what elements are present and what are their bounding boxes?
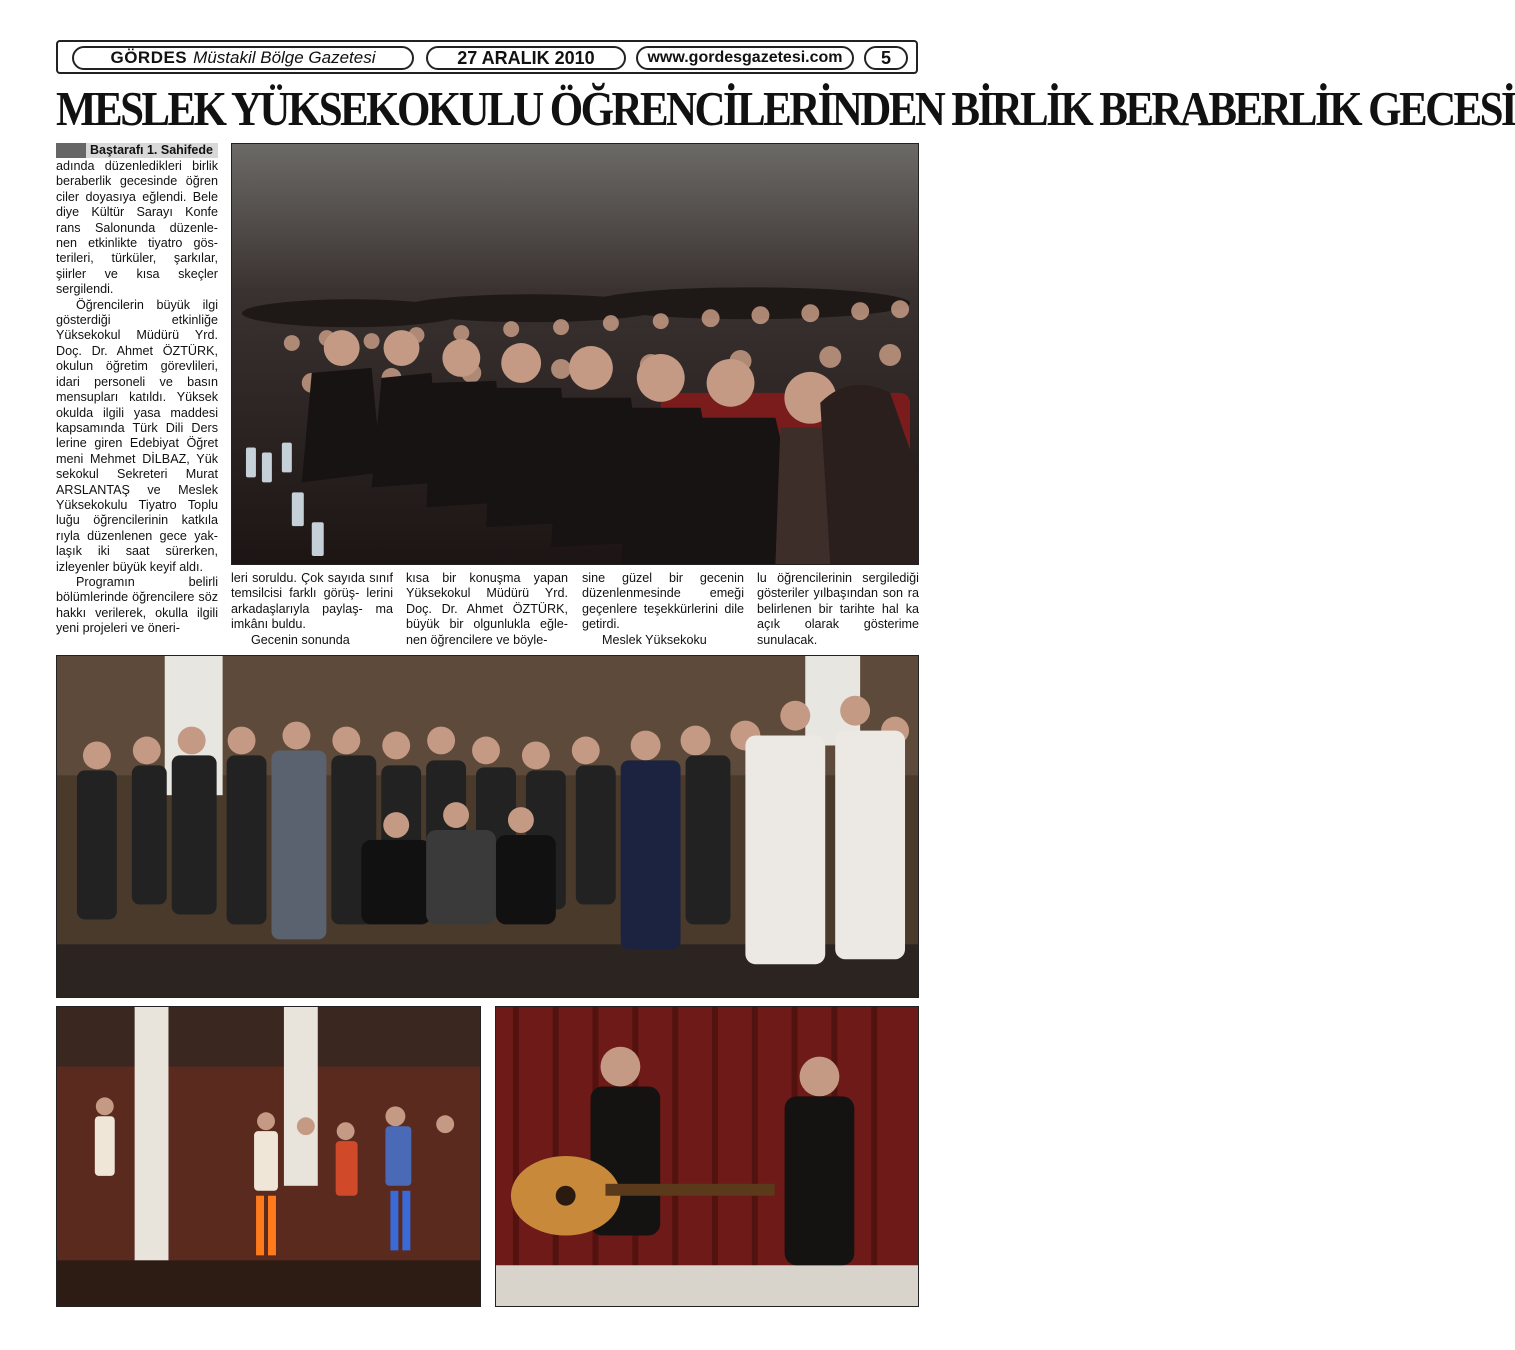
newspaper-name-italic: Müstakil Bölge Gazetesi xyxy=(193,48,376,67)
article-column-2 xyxy=(231,571,393,648)
newspaper-name-bold: GÖRDES xyxy=(110,48,188,67)
paragraph: lu öğrencilerinin sergilediği gösteriler yılbaşından son ra belirlenen bir tarihte hal ka açık olarak gösterime sunulacak. xyxy=(757,571,919,647)
article-headline: MESLEK YÜKSEKOKULU ÖĞRENCİLERİNDEN BİRLİK BERABERLİK GECESİ xyxy=(56,83,1515,137)
paragraph: Gecenin sonunda xyxy=(251,632,350,647)
dance-performance-photo xyxy=(56,1006,481,1307)
paragraph: adında düzenledikleri birlik beraberlik gecesinde öğren ciler doyasıya eğlendi. Bele diye Kültür Sarayı Konfe rans Salonunda düzenle- nen etkinlikte tiyatro gös- terileri, türküler, şarkılar, şiirler ve kısa skeçler sergilendi. xyxy=(56,159,218,297)
group-photo xyxy=(56,655,919,998)
paragraph: Öğrencilerin büyük ilgi gösterdiği etkinliğe Yüksekokul Müdürü Yrd. Doç. Dr. Ahmet ÖZTÜRK, okulun öğretim görevlileri, idari personeli ve basın mensupları katıldı. Yüksek okulda ilgili yasa maddesi kapsamında Türk Dili Ders lerine giren Edebiyat Öğret meni Mehmet DİLBAZ, Yük sekokul Sekreteri Murat ARSLANTAŞ ve Meslek Yüksekokulu Tiyatro Toplu luğu öğrencilerinin katkıla rıyla düzenlenen gece yak- laşık iki saat sürerken, izleyenler büyük keyif aldı. xyxy=(56,297,218,574)
paragraph: Programın belirli bölümlerinde öğrencilere söz hakkı verilerek, okulla ilgili yeni projeleri ve öneri- xyxy=(56,574,218,636)
paragraph: leri soruldu. Çok sayıda sınıf temsilcisi farklı görüş- lerini arkadaşlarıyla paylaş- ma imkânı buldu. xyxy=(231,571,393,632)
page-number: 5 xyxy=(864,46,908,70)
article-column-1 xyxy=(56,143,218,637)
newspaper-name xyxy=(72,46,414,70)
article-column-5 xyxy=(757,571,919,648)
issue-date: 27 ARALIK 2010 xyxy=(426,46,626,70)
masthead-bar xyxy=(56,40,918,74)
paragraph: Meslek Yüksekoku xyxy=(602,632,707,647)
guitar-performance-photo xyxy=(495,1006,919,1307)
paragraph: sine güzel bir gecenin düzenlenmesinde emeği geçenlere teşekkürlerini dile getirdi. xyxy=(582,571,744,632)
paragraph: kısa bir konuşma yapan Yüksekokul Müdürü Yrd. Doç. Dr. Ahmet ÖZTÜRK, büyük bir olgunlukla eğle- nen öğrencilere ve böyle- xyxy=(406,571,568,647)
article-column-3 xyxy=(406,571,568,648)
website-link[interactable]: www.gordesgazetesi.com xyxy=(636,46,854,70)
continued-label: Baştarafı 1. Sahifede xyxy=(56,143,218,158)
article-column-4 xyxy=(582,571,744,648)
audience-photo xyxy=(231,143,919,565)
